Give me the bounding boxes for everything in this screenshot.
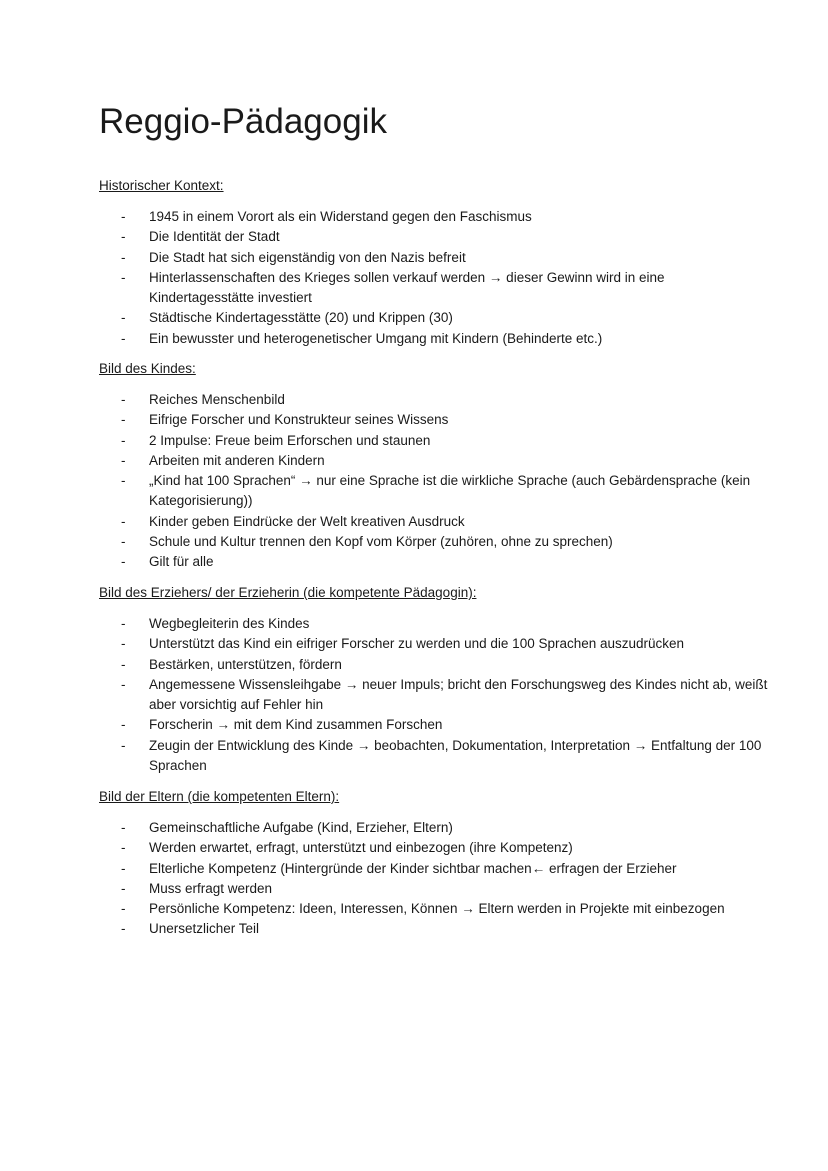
bullet-dash: - xyxy=(121,392,126,407)
list-item xyxy=(0,715,828,735)
list-item xyxy=(0,899,828,919)
bullet-dash: - xyxy=(121,616,126,631)
list-item xyxy=(0,512,828,532)
list-item xyxy=(0,552,828,572)
list-item xyxy=(0,268,828,309)
list-item-text: Angemessene Wissensleihgabe → neuer Impuls; bricht den Forschungsweg des Kindes nicht ab, weißt aber vorsichtig auf Fehler hin xyxy=(149,676,768,713)
bullet-dash: - xyxy=(121,269,126,285)
bullet-dash: - xyxy=(121,717,126,733)
list-item-text: Unersetzlicher Teil xyxy=(149,921,260,937)
list-item-text: Wegbegleiterin des Kindes xyxy=(149,616,310,631)
list-item xyxy=(0,736,828,777)
list-item xyxy=(0,248,828,268)
list-item-text: Kinder geben Eindrücke der Welt kreativen Ausdruck xyxy=(149,513,465,529)
list-item xyxy=(0,818,828,838)
list-item-text: Forscherin → mit dem Kind zusammen Forschen xyxy=(149,717,443,733)
list-item xyxy=(0,390,828,410)
bullet-dash: - xyxy=(121,452,126,468)
list-item xyxy=(0,675,828,716)
list-item-text: Gemeinschaftliche Aufgabe (Kind, Erzieher, Eltern) xyxy=(149,820,453,835)
list-item-text: Werden erwartet, erfragt, unterstützt und einbezogen (ihre Kompetenz) xyxy=(149,840,573,856)
bullet-dash: - xyxy=(121,921,126,937)
list-item-text: Die Stadt hat sich eigenständig von den Nazis befreit xyxy=(149,249,466,265)
list-item-text: Schule und Kultur trennen den Kopf vom Körper (zuhören, ohne zu sprechen) xyxy=(149,534,613,550)
bullet-dash: - xyxy=(121,249,126,265)
bullet-dash: - xyxy=(121,412,126,428)
list-item-text: Eifrige Forscher und Konstrukteur seines Wissens xyxy=(149,412,449,428)
list-item-text: 2 Impulse: Freue beim Erforschen und staunen xyxy=(149,432,431,448)
list-item xyxy=(0,451,828,471)
list-item-text: Elterliche Kompetenz (Hintergründe der Kinder sichtbar machen← erfragen der Erzieher xyxy=(149,860,677,876)
section-heading-bild-des-kindes: Bild des Kindes: xyxy=(99,361,196,376)
bullet-dash: - xyxy=(121,636,126,652)
list-item xyxy=(0,227,828,247)
bullet-list-bild-des-erziehers xyxy=(0,614,828,776)
bullet-dash: - xyxy=(121,432,126,448)
bullet-dash: - xyxy=(121,840,126,856)
list-item-text: Reiches Menschenbild xyxy=(149,392,285,407)
list-item-text: Arbeiten mit anderen Kindern xyxy=(149,452,325,468)
list-item-text: Städtische Kindertagesstätte (20) und Krippen (30) xyxy=(149,310,453,326)
list-item xyxy=(0,919,828,939)
bullet-list-bild-des-kindes xyxy=(0,390,828,573)
list-item xyxy=(0,655,828,675)
section-heading-bild-des-erziehers: Bild des Erziehers/ der Erzieherin (die kompetente Pädagogin): xyxy=(99,585,477,600)
bullet-dash: - xyxy=(121,310,126,326)
bullet-dash: - xyxy=(121,880,126,896)
list-item-text: Hinterlassenschaften des Krieges sollen verkauf werden → dieser Gewinn wird in eine Kindertagesstätte investiert xyxy=(149,269,665,306)
document-title: Reggio-Pädagogik xyxy=(99,102,387,141)
bullet-dash: - xyxy=(121,820,126,835)
bullet-list-historischer-kontext xyxy=(0,207,828,349)
bullet-dash: - xyxy=(121,860,126,876)
list-item xyxy=(0,838,828,858)
list-item xyxy=(0,471,828,512)
bullet-dash: - xyxy=(121,473,126,489)
bullet-dash: - xyxy=(121,534,126,550)
bullet-dash: - xyxy=(121,676,126,692)
list-item xyxy=(0,207,828,227)
list-item-text: Zeugin der Entwicklung des Kinde → beobachten, Dokumentation, Interpretation → Entfaltung der 100 Sprachen xyxy=(149,737,762,774)
list-item xyxy=(0,634,828,654)
bullet-dash: - xyxy=(121,229,126,245)
list-item xyxy=(0,410,828,430)
list-item-text: Gilt für alle xyxy=(149,554,214,570)
list-item-text: Ein bewusster und heterogenetischer Umgang mit Kindern (Behinderte etc.) xyxy=(149,330,603,346)
list-item xyxy=(0,532,828,552)
list-item xyxy=(0,431,828,451)
bullet-dash: - xyxy=(121,513,126,529)
list-item-text: Die Identität der Stadt xyxy=(149,229,280,245)
section-heading-historischer-kontext: Historischer Kontext: xyxy=(99,178,224,193)
list-item-text: Bestärken, unterstützen, fördern xyxy=(149,656,342,672)
list-item-text: Unterstützt das Kind ein eifriger Forscher zu werden und die 100 Sprachen auszudrücken xyxy=(149,636,685,652)
bullet-dash: - xyxy=(121,209,126,224)
list-item xyxy=(0,329,828,349)
bullet-dash: - xyxy=(121,737,126,753)
list-item xyxy=(0,308,828,328)
bullet-dash: - xyxy=(121,901,126,917)
list-item-text: Persönliche Kompetenz: Ideen, Interessen, Können → Eltern werden in Projekte mit einbezogen xyxy=(149,901,725,917)
bullet-dash: - xyxy=(121,656,126,672)
list-item xyxy=(0,614,828,634)
list-item-text: Muss erfragt werden xyxy=(149,880,273,896)
list-item-text: „Kind hat 100 Sprachen“ → nur eine Sprache ist die wirkliche Sprache (auch Gebärdensprache (kein Kategorisierung)) xyxy=(149,473,751,509)
bullet-list-bild-der-eltern xyxy=(0,818,828,940)
list-item xyxy=(0,879,828,899)
section-heading-bild-der-eltern: Bild der Eltern (die kompetenten Eltern): xyxy=(99,789,340,804)
list-item-text: 1945 in einem Vorort als ein Widerstand gegen den Faschismus xyxy=(149,209,532,224)
bullet-dash: - xyxy=(121,330,126,346)
bullet-dash: - xyxy=(121,554,126,570)
list-item xyxy=(0,859,828,879)
